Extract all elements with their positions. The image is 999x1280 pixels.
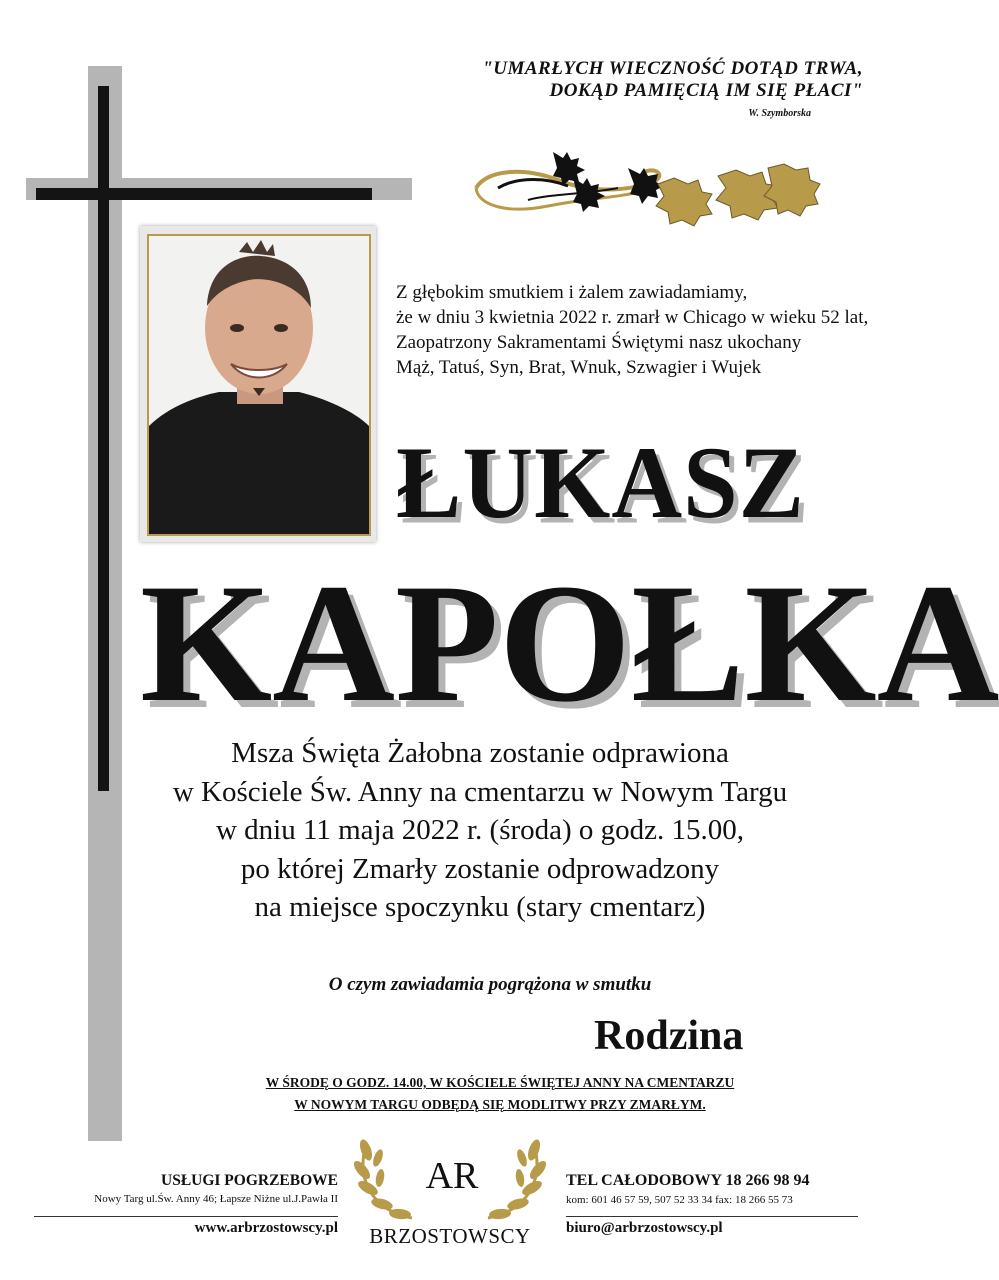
phone-24h: TEL CAŁODOBOWY 18 266 98 94	[566, 1172, 810, 1189]
portrait-photo	[147, 234, 371, 536]
portrait-frame	[140, 226, 376, 542]
mass-line-2: w Kościele Św. Anny na cmentarzu w Nowym Targu	[172, 775, 788, 808]
footer-divider-left	[34, 1216, 338, 1217]
mass-line-5: na miejsce spoczynku (stary cmentarz)	[254, 891, 706, 923]
quote-author: W. Szymborska	[748, 108, 811, 119]
mass-line-4: po której Zmarły zostanie odprowadzony	[240, 852, 720, 885]
logo-initials: AR	[425, 1155, 479, 1197]
mourning-notice: O czym zawiadamia pogrążona w smutku	[328, 974, 652, 995]
prayer-line-2: W NOWYM TARGU ODBĘDĄ SIĘ MODLITWY PRZY ZMARŁYM.	[294, 1097, 706, 1112]
email-link[interactable]: biuro@arbrzostowscy.pl	[566, 1220, 723, 1236]
cross-horizontal-bar	[36, 188, 372, 200]
intro-line-3: Zaopatrzony Sakramentami Świętymi nasz ukochany	[396, 332, 802, 353]
deceased-last-name: KAPOŁKA	[140, 549, 999, 737]
mobile-fax-numbers: kom: 601 46 57 59, 507 52 33 34 fax: 18 266 55 73	[566, 1194, 793, 1206]
prayer-announcement	[150, 1072, 850, 1116]
funeral-mass-details	[120, 734, 840, 927]
footer-divider-right	[566, 1216, 858, 1217]
funeral-services-title: USŁUGI POGRZEBOWE	[161, 1172, 338, 1189]
quote-line-1: "UMARŁYCH WIECZNOŚĆ DOTĄD TRWA,	[482, 58, 863, 79]
website-link[interactable]: www.arbrzostowscy.pl	[194, 1220, 338, 1236]
mass-line-1: Msza Święta Żałobna zostanie odprawiona	[231, 737, 729, 769]
intro-line-2: że w dniu 3 kwietnia 2022 r. zmarł w Chicago w wieku 52 lat,	[396, 307, 869, 328]
logo-company-name: BRZOSTOWSCY	[369, 1224, 531, 1248]
mass-line-3: w dniu 11 maja 2022 r. (środa) o godz. 15.00,	[215, 814, 745, 846]
quote-line-2: DOKĄD PAMIĘCIĄ IM SIĘ PŁACI"	[549, 80, 863, 101]
quote	[343, 58, 863, 102]
intro-line-1: Z głębokim smutkiem i żalem zawiadamiamy,	[396, 282, 748, 303]
announcement-intro	[396, 280, 869, 380]
family-signature: Rodzina	[594, 1013, 744, 1059]
leaf-ornament-icon	[468, 148, 824, 234]
intro-line-4: Mąż, Tatuś, Syn, Brat, Wnuk, Szwagier i Wujek	[396, 357, 762, 378]
funeral-services-address: Nowy Targ ul.Św. Anny 46; Łapsze Niżne ul.J.Pawła II	[94, 1193, 338, 1205]
portrait-image-icon	[149, 236, 369, 534]
deceased-first-name: ŁUKASZ	[396, 426, 806, 541]
prayer-line-1: W ŚRODĘ O GODZ. 14.00, W KOŚCIELE ŚWIĘTEJ ANNY NA CMENTARZU	[265, 1075, 735, 1090]
